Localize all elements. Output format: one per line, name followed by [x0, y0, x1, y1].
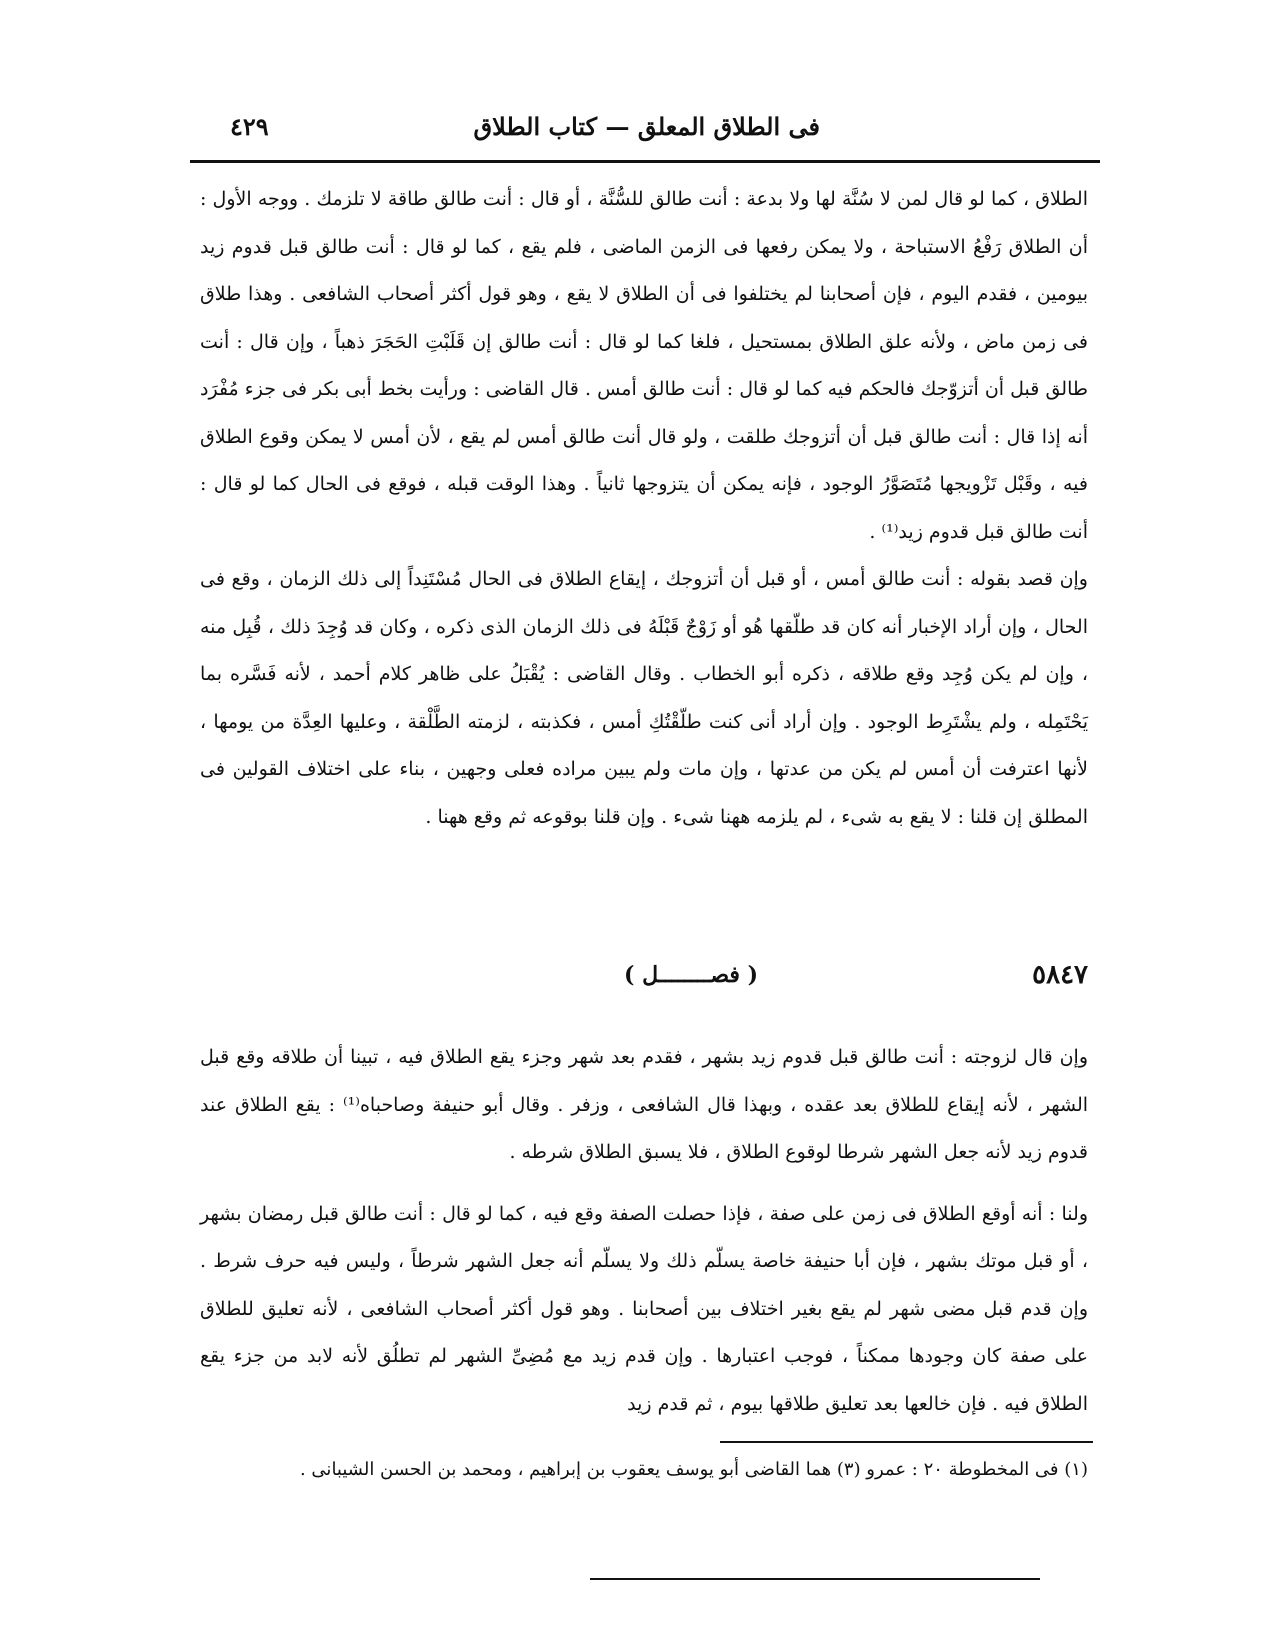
paragraph: وإن قال لزوجته : أنت طالق قبل قدوم زيد بشهر ، فقدم بعد شهر وجزء يقع الطلاق فيه ، تبينا أن طلاقه وقع قبل الشهر ، لأنه إيقاع للطلاق بعد عقده ، وبهذا قال الشافعى ، وزفر . وقال أبو حنيفة وصاحباه⁽¹⁾ : يقع الطلاق عند قدوم زيد لأنه جعل الشهر شرطا لوقوع الطلاق ، فلا يسبق الطلاق شرطه .	[200, 1046, 1089, 1163]
main-text-top	[200, 176, 1088, 841]
page-number: ٤٢٩	[230, 112, 269, 141]
main-text-bottom	[200, 1034, 1088, 1428]
page-header	[190, 108, 1100, 154]
bottom-divider	[590, 1578, 1040, 1580]
paragraph: ولنا : أنه أوقع الطلاق فى زمن على صفة ، فإذا حصلت الصفة وقع فيه ، كما لو قال : أنت طالق قبل رمضان بشهر ، أو قبل موتك بشهر ، فإن أبا حنيفة خاصة يسلّم ذلك ولا يسلّم أنه جعل الشهر شرطاً ، وليس فيه حرف شرط . وإن قدم قبل مضى شهر لم يقع بغير اختلاف بين أصحابنا . وهو قول أكثر أصحاب الشافعى ، لأنه تعليق للطلاق على صفة كان وجودها ممكناً ، فوجب اعتبارها . وإن قدم زيد مع مُضِىِّ الشهر لم تطلُق لأنه لابد من جزء يقع الطلاق فيه . فإن خالعها بعد تعليق طلاقها بيوم ، ثم قدم زيد	[200, 1202, 1088, 1415]
paragraph: الطلاق ، كما لو قال لمن لا سُنَّة لها ولا بدعة : أنت طالق للسُّنَّة ، أو قال : أنت طالق طاقة لا تلزمك . ووجه الأول : أن الطلاق رَفْعُ الاستباحة ، ولا يمكن رفعها فى الزمن الماضى ، فلم يقع ، كما لو قال : أنت طالق قبل قدوم زيد بيومين ، فقدم اليوم ، فإن أصحابنا لم يختلفوا فى أن الطلاق لا يقع ، وهو قول أكثر أصحاب الشافعى . وهذا طلاق فى زمن ماض ، ولأنه علق الطلاق بمستحيل ، فلغا كما لو قال : أنت طالق إن قَلَبْتِ الحَجَرَ ذهباً ، وإن قال : أنت طالق قبل أن أتزوّجك فالحكم فيه كما لو قال : أنت طالق أمس . قال القاضى : ورأيت بخط أبى بكر فى جزء مُفْرَد أنه إذا قال : أنت طالق قبل أن أتزوجك طلقت ، ولو قال أنت طالق أمس لم يقع ، لأن أمس لا يمكن وقوع الطلاق فيه ، وقَبْل تَزْويجها مُتَصَوَّرُ الوجود ، فإنه يمكن أن يتزوجها ثانياً . وهذا الوقت قبله ، فوقع فى الحال كما لو قال : أنت طالق قبل قدوم زيد⁽¹⁾ .	[200, 188, 1088, 543]
section-number: ٥٨٤٧	[1032, 960, 1088, 990]
running-title: فى الطلاق المعلق — كتاب الطلاق	[473, 112, 820, 141]
section-label: ( فصــــــــل )	[624, 962, 758, 988]
paragraph: وإن قصد بقوله : أنت طالق أمس ، أو قبل أن أتزوجك ، إيقاع الطلاق فى الحال مُسْتَنِداً إلى ذلك الزمان ، وقع فى الحال ، وإن أراد الإخبار أنه كان قد طلّقها هُو أو زَوْجٌ قَبْلَهُ فى ذلك الزمان الذى ذكره ، وكان قد وُجِدَ ذلك ، قُبِل منه ، وإن لم يكن وُجِد وقع طلاقه ، ذكره أبو الخطاب . وقال القاضى : يُقْبَلُ على ظاهر كلام أحمد ، لأنه فَسَّره بما يَحْتَمِله ، ولم يشْتَرِط الوجود . وإن أراد أنى كنت طلّقْتُكِ أمس ، فكذبته ، لزمته الطَّلْقة ، وعليها العِدَّة من يومها ، لأنها اعترفت أن أمس لم يكن من عدتها ، وإن مات ولم يبين مراده فعلى وجهين ، بناء على اختلاف القولين فى المطلق إن قلنا : لا يقع به شىء ، لم يلزمه ههنا شىء . وإن قلنا بوقوعه ثم وقع ههنا .	[200, 568, 1088, 828]
footnote-divider	[720, 1441, 1093, 1443]
footnote: (١) فى المخطوطة ٢٠ : عمرو (٣) هما القاضى أبو يوسف يعقوب بن إبراهيم ، ومحمد بن الحسن الشيبانى .	[299, 1459, 1088, 1480]
section-heading	[200, 960, 1088, 1020]
header-divider	[190, 160, 1100, 163]
